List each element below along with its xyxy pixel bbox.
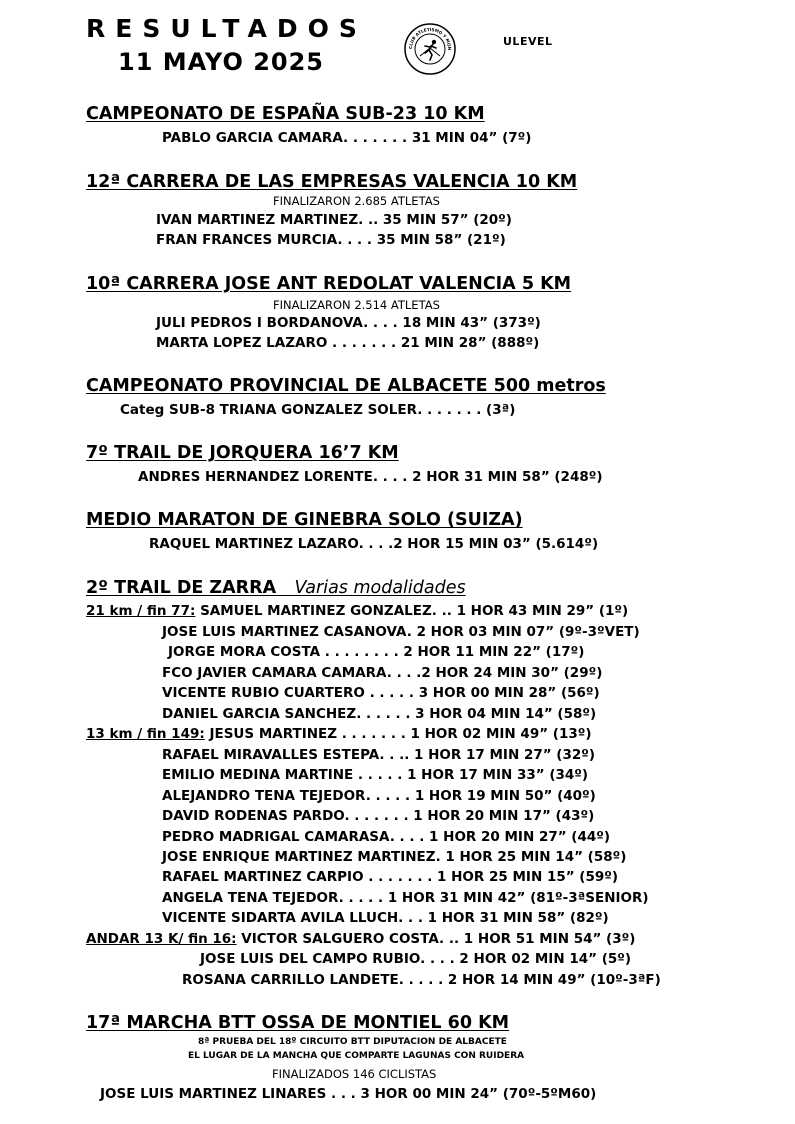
club-logo (403, 22, 457, 76)
result-line: JOSE ENRIQUE MARTINEZ MARTINEZ. 1 HOR 25 MIN 14” (58º) (162, 849, 627, 865)
result-line: RAFAEL MIRAVALLES ESTEPA. . .. 1 HOR 17 MIN 27” (32º) (162, 747, 596, 763)
page-title: RESULTADOS (86, 14, 367, 43)
result-line: JULI PEDROS I BORDANOVA. . . . 18 MIN 43” (373º) (156, 315, 541, 331)
result-line: VICENTE RUBIO CUARTERO . . . . . 3 HOR 00 MIN 28” (56º) (162, 685, 600, 701)
finishers-note: FINALIZARON 2.685 ATLETAS (273, 194, 440, 208)
section-title: 10ª CARRERA JOSE ANT REDOLAT VALENCIA 5 KM (86, 274, 572, 294)
result-line: DANIEL GARCIA SANCHEZ. . . . . . 3 HOR 04 MIN 14” (58º) (162, 706, 597, 722)
group-first-line (86, 726, 592, 742)
result-line: JESUS MARTINEZ . . . . . . . 1 HOR 02 MIN 49” (13º) (204, 726, 592, 742)
result-line: ROSANA CARRILLO LANDETE. . . . . 2 HOR 14 MIN 49” (10º-3ªF) (182, 972, 661, 988)
result-line: RAFAEL MARTINEZ CARPIO . . . . . . . 1 HOR 25 MIN 15” (59º) (162, 869, 619, 885)
group-first-line (86, 931, 635, 947)
result-line: IVAN MARTINEZ MARTINEZ. .. 35 MIN 57” (20º) (156, 212, 512, 228)
section-title: 7º TRAIL DE JORQUERA 16’7 KM (86, 443, 399, 463)
result-line: ANDRES HERNANDEZ LORENTE. . . . 2 HOR 31 MIN 58” (248º) (138, 469, 603, 485)
section-title: 17ª MARCHA BTT OSSA DE MONTIEL 60 KM (86, 1013, 510, 1033)
result-line: JOSE LUIS MARTINEZ CASANOVA. 2 HOR 03 MIN 07” (9º-3ºVET) (162, 624, 640, 640)
section-title: CAMPEONATO DE ESPAÑA SUB-23 10 KM (86, 104, 485, 124)
page-date: 11 MAYO 2025 (118, 48, 324, 76)
brand-logo: ULEVEL (503, 35, 553, 48)
result-line: PEDRO MADRIGAL CAMARASA. . . . 1 HOR 20 MIN 27” (44º) (162, 829, 611, 845)
group-label: ANDAR 13 K/ fin 16: (86, 931, 237, 947)
group-label: 21 km / fin 77: (86, 603, 196, 619)
group-first-line (86, 603, 628, 619)
result-line: Categ SUB-8 TRIANA GONZALEZ SOLER. . . . . . . (3ª) (120, 402, 516, 418)
section-title-main: 2º TRAIL DE ZARRA (86, 578, 277, 598)
result-line: RAQUEL MARTINEZ LAZARO. . . .2 HOR 15 MIN 03” (5.614º) (149, 536, 599, 552)
group-label: 13 km / fin 149: (86, 726, 205, 742)
result-line: JOSE LUIS MARTINEZ LINARES . . . 3 HOR 00 MIN 24” (70º-5ºM60) (100, 1086, 597, 1102)
result-line: FCO JAVIER CAMARA CAMARA. . . .2 HOR 24 MIN 30” (29º) (162, 665, 603, 681)
finishers-note: FINALIZADOS 146 CICLISTAS (272, 1067, 437, 1081)
section-title-extra: Varias modalidades (294, 578, 466, 598)
svg-text:CLUB ATLETISMO Y MONTAÑA “EL V: CLUB ATLETISMO Y MON (407, 26, 453, 51)
subnote: EL LUGAR DE LA MANCHA QUE COMPARTE LAGUNAS CON RUIDERA (188, 1051, 525, 1061)
result-line: MARTA LOPEZ LAZARO . . . . . . . 21 MIN 28” (888º) (156, 335, 540, 351)
result-line: EMILIO MEDINA MARTINE . . . . . 1 HOR 17 MIN 33” (34º) (162, 767, 589, 783)
section-title: MEDIO MARATON DE GINEBRA SOLO (SUIZA) (86, 510, 523, 530)
finishers-note: FINALIZARON 2.514 ATLETAS (273, 298, 440, 312)
result-line: ANGELA TENA TEJEDOR. . . . . 1 HOR 31 MIN 42” (81º-3ªSENIOR) (162, 890, 649, 906)
section-title: CAMPEONATO PROVINCIAL DE ALBACETE 500 metros (86, 376, 606, 396)
result-line: DAVID RODENAS PARDO. . . . . . . 1 HOR 20 MIN 17” (43º) (162, 808, 595, 824)
result-line: JORGE MORA COSTA . . . . . . . . 2 HOR 11 MIN 22” (17º) (168, 644, 585, 660)
result-line: JOSE LUIS DEL CAMPO RUBIO. . . . 2 HOR 02 MIN 14” (5º) (200, 951, 632, 967)
result-line: VICENTE SIDARTA AVILA LLUCH. . . 1 HOR 31 MIN 58” (82º) (162, 910, 609, 926)
result-line: ALEJANDRO TENA TEJEDOR. . . . . 1 HOR 19 MIN 50” (40º) (162, 788, 596, 804)
result-line: SAMUEL MARTINEZ GONZALEZ. .. 1 HOR 43 MIN 29” (1º) (195, 603, 629, 619)
section-title (86, 578, 466, 598)
subnote: 8ª PRUEBA DEL 18º CIRCUITO BTT DIPUTACION DE ALBACETE (198, 1037, 507, 1047)
section-title: 12ª CARRERA DE LAS EMPRESAS VALENCIA 10 KM (86, 172, 578, 192)
result-line: FRAN FRANCES MURCIA. . . . 35 MIN 58” (21º) (156, 232, 506, 248)
result-line: VICTOR SALGUERO COSTA. .. 1 HOR 51 MIN 54” (3º) (236, 931, 636, 947)
club-logo-icon (403, 22, 457, 76)
result-line: PABLO GARCIA CAMARA. . . . . . . 31 MIN 04” (7º) (162, 130, 532, 146)
